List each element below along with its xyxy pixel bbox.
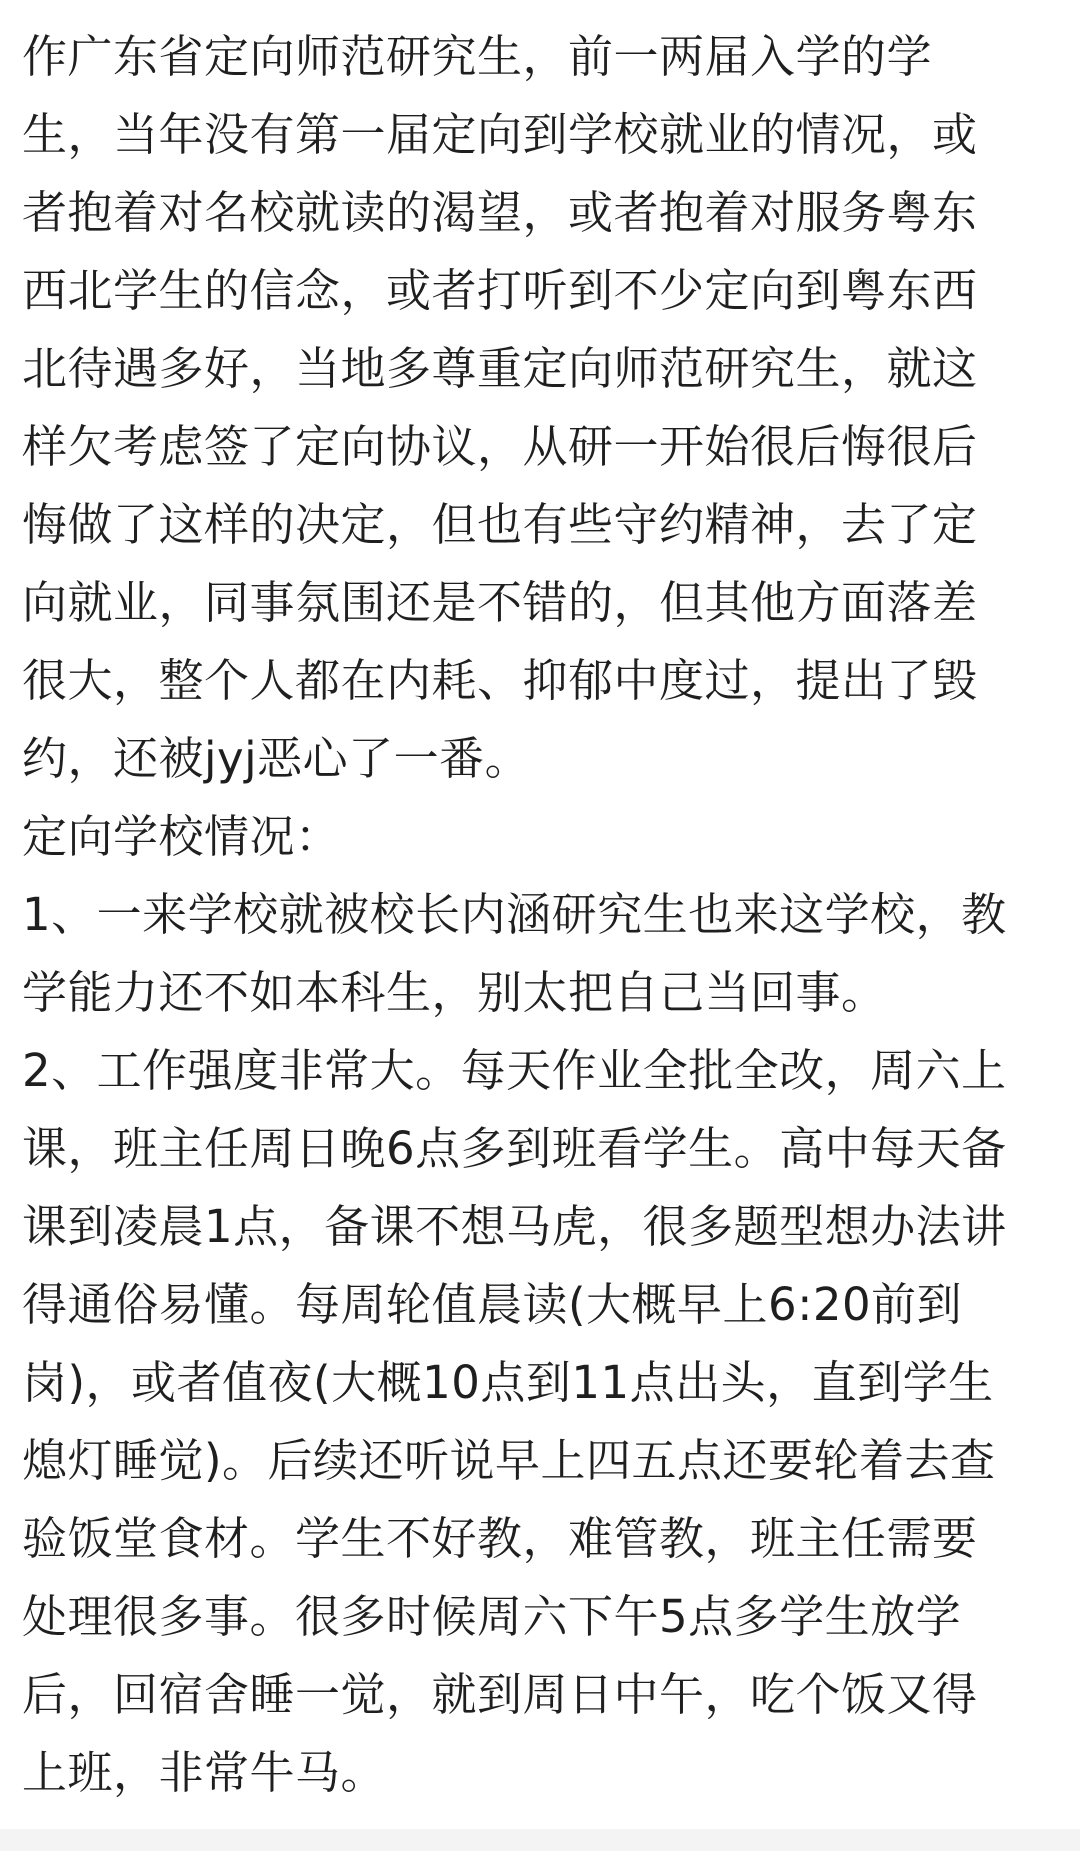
text-line: 验饭堂食材。学生不好教，难管教，班主任需要 <box>22 1512 978 1565</box>
list-item-2: 2、工作强度非常大。每天作业全批全改，周六上 <box>22 1044 1007 1097</box>
text-line: 处理很多事。很多时候周六下午5点多学生放学 <box>22 1590 962 1643</box>
text-line: 很大，整个人都在内耗、抑郁中度过，提出了毁 <box>22 654 978 707</box>
text-line: 生，当年没有第一届定向到学校就业的情况，或 <box>22 108 978 161</box>
text-line: 向就业，同事氛围还是不错的，但其他方面落差 <box>22 576 978 629</box>
text-line: 课，班主任周日晚6点多到班看学生。高中每天备 <box>22 1122 1007 1175</box>
text-line: 学能力还不如本科生，别太把自己当回事。 <box>22 966 887 1019</box>
text-line: 作广东省定向师范研究生，前一两届入学的学 <box>22 30 933 83</box>
text-line: 课到凌晨1点，备课不想马虎，很多题型想办法讲 <box>22 1200 1007 1253</box>
text-line: 西北学生的信念，或者打听到不少定向到粤东西 <box>22 264 978 317</box>
text-line: 得通俗易懂。每周轮值晨读(大概早上6:20前到 <box>22 1278 963 1331</box>
text-line: 北待遇多好，当地多尊重定向师范研究生，就这 <box>22 342 978 395</box>
section-heading: 定向学校情况： <box>22 810 341 863</box>
list-item-1: 1、一来学校就被校长内涵研究生也来这学校，教 <box>22 888 1007 941</box>
bottom-divider <box>0 1829 1080 1851</box>
text-line: 岗)，或者值夜(大概10点到11点出头，直到学生 <box>22 1356 994 1409</box>
text-line: 约，还被jyj恶心了一番。 <box>22 732 531 785</box>
text-line: 后，回宿舍睡一觉，就到周日中午，吃个饭又得 <box>22 1668 978 1721</box>
text-line: 悔做了这样的决定，但也有些守约精神，去了定 <box>22 498 978 551</box>
text-line: 样欠考虑签了定向协议，从研一开始很后悔很后 <box>22 420 978 473</box>
text-line: 上班，非常牛马。 <box>22 1746 387 1799</box>
text-line: 熄灯睡觉)。后续还听说早上四五点还要轮着去查 <box>22 1434 996 1487</box>
text-line: 者抱着对名校就读的渴望，或者抱着对服务粤东 <box>22 186 978 239</box>
